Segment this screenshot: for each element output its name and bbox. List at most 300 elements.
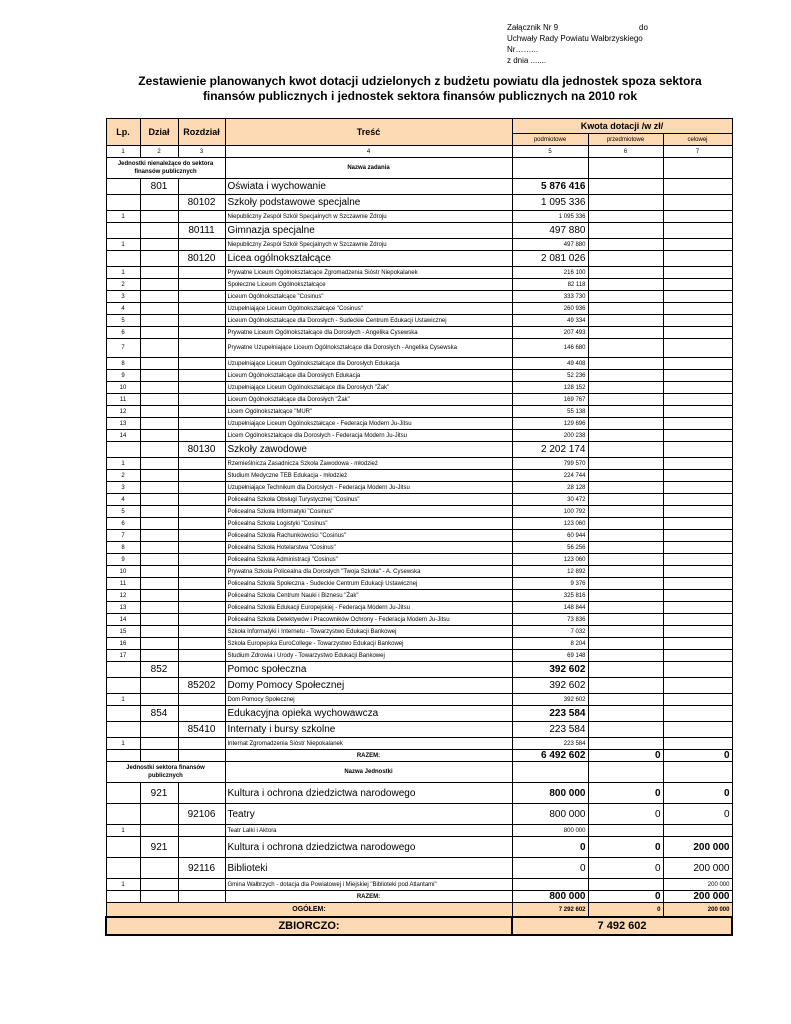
table-row [106,578,732,590]
sum-spacer [106,750,140,762]
row-celowej [663,578,732,590]
row-tresc: Oświata i wychowanie [225,179,512,195]
row-tresc: Liceum Ogólnokształcące "Cosinus" [225,291,512,303]
table-row [106,626,732,638]
row-rozdzial [178,706,225,722]
row-celowej [663,518,732,530]
row-dzial [140,303,178,315]
row-lp: 17 [106,650,140,662]
row-tresc: Studium Medyczne TEB Edukacja - młodzież [225,470,512,482]
row-rozdzial [178,394,225,406]
row-tresc: Internaty i bursy szkolne [225,722,512,738]
row-przedmiotowe [588,566,663,578]
row-rozdzial [178,694,225,706]
row-dzial: 921 [140,837,178,858]
row-celowej [663,442,732,458]
table-row [106,678,732,694]
row-dzial [140,315,178,327]
row-dzial [140,694,178,706]
row-dzial [140,626,178,638]
row-przedmiotowe [588,458,663,470]
row-podmiotowe: 146 680 [512,339,588,358]
row-podmiotowe: 82 118 [512,279,588,291]
sum-label: RAZEM: [225,750,512,762]
row-tresc: Szkoły zawodowe [225,442,512,458]
sum-spacer [140,891,178,903]
row-celowej [663,279,732,291]
col-lp: Lp. [106,119,140,146]
row-dzial [140,251,178,267]
row-lp: 12 [106,590,140,602]
sum-spacer [178,750,225,762]
table-row [106,694,732,706]
row-tresc: Kultura i ochrona dziedzictwa narodowego [225,783,512,804]
row-podmiotowe: 123 060 [512,518,588,530]
row-rozdzial [178,578,225,590]
row-celowej [663,494,732,506]
row-dzial [140,406,178,418]
row-przedmiotowe [588,267,663,279]
row-celowej [663,626,732,638]
row-lp: 10 [106,382,140,394]
row-dzial [140,542,178,554]
row-lp: 6 [106,327,140,339]
row-rozdzial [178,506,225,518]
row-dzial [140,470,178,482]
row-przedmiotowe [588,518,663,530]
row-rozdzial [178,738,225,750]
table-row [106,370,732,382]
annex-do: do [639,23,648,32]
row-celowej [663,239,732,251]
row-celowej [663,315,732,327]
ogolem-podmiotowe: 7 292 602 [512,903,588,918]
row-rozdzial [178,783,225,804]
row-lp: 10 [106,566,140,578]
ogolem-celowej: 200 000 [663,903,732,918]
table-header-row [106,119,732,134]
row-dzial [140,195,178,211]
row-rozdzial [178,279,225,291]
row-podmiotowe: 1 095 336 [512,211,588,223]
row-rozdzial [178,239,225,251]
row-tresc: Szkoła Informatyki i Internetu - Towarzystwo Edukacji Bankowej [225,626,512,638]
row-podmiotowe: 52 236 [512,370,588,382]
row-dzial [140,602,178,614]
row-podmiotowe: 100 792 [512,506,588,518]
row-dzial [140,223,178,239]
row-lp: 8 [106,358,140,370]
row-przedmiotowe [588,590,663,602]
row-lp: 1 [106,267,140,279]
section-spacer [588,762,663,783]
row-celowej [663,638,732,650]
row-lp [106,678,140,694]
row-celowej [663,650,732,662]
row-podmiotowe: 497 880 [512,223,588,239]
row-podmiotowe: 0 [512,837,588,858]
col-celowej: celowej [663,134,732,146]
table-row [106,638,732,650]
table-row [106,382,732,394]
row-lp: 9 [106,554,140,566]
row-przedmiotowe [588,251,663,267]
row-rozdzial [178,566,225,578]
table-row [106,590,732,602]
row-podmiotowe: 800 000 [512,804,588,825]
row-rozdzial [178,602,225,614]
row-dzial [140,804,178,825]
row-rozdzial [178,626,225,638]
row-podmiotowe: 392 602 [512,694,588,706]
row-tresc: Szkoła Europejska EuroCollege - Towarzystwo Edukacji Bankowej [225,638,512,650]
row-przedmiotowe [588,430,663,442]
row-tresc: Teatr Lalki i Aktora [225,825,512,837]
row-podmiotowe: 799 570 [512,458,588,470]
row-dzial [140,394,178,406]
row-podmiotowe: 56 256 [512,542,588,554]
row-tresc: Uzupełniające Liceum Ogólnokształcące "Cosinus" [225,303,512,315]
row-przedmiotowe [588,614,663,626]
table-row [106,804,732,825]
table-row [106,470,732,482]
row-lp: 6 [106,518,140,530]
row-podmiotowe: 325 816 [512,590,588,602]
sum-przedmiotowe: 0 [588,750,663,762]
row-celowej [663,566,732,578]
row-lp: 5 [106,315,140,327]
row-podmiotowe: 12 892 [512,566,588,578]
row-celowej [663,195,732,211]
row-tresc: Policealna Szkoła Informatyki "Cosinus" [225,506,512,518]
row-przedmiotowe [588,442,663,458]
table-row [106,554,732,566]
row-celowej [663,430,732,442]
table-row [106,722,732,738]
row-podmiotowe: 30 472 [512,494,588,506]
row-rozdzial [178,315,225,327]
row-rozdzial [178,879,225,891]
col-number: 7 [663,146,732,158]
row-rozdzial [178,211,225,223]
table-row [106,179,732,195]
zbiorczo-value: 7 492 602 [512,917,732,935]
row-rozdzial: 80111 [178,223,225,239]
row-lp: 7 [106,339,140,358]
row-przedmiotowe [588,239,663,251]
row-dzial [140,566,178,578]
row-dzial [140,554,178,566]
row-celowej: 200 000 [663,858,732,879]
row-dzial [140,327,178,339]
row-celowej [663,825,732,837]
row-lp: 14 [106,430,140,442]
row-celowej [663,418,732,430]
row-przedmiotowe [588,406,663,418]
row-dzial [140,339,178,358]
row-celowej [663,223,732,239]
table-row [106,303,732,315]
section-spacer [512,762,588,783]
row-przedmiotowe [588,339,663,358]
row-podmiotowe: 123 060 [512,554,588,566]
col-podmiotowe: podmiotowe [512,134,588,146]
row-celowej [663,291,732,303]
row-lp: 4 [106,303,140,315]
annex-number: Załącznik Nr 9 [507,23,559,32]
row-przedmiotowe [588,678,663,694]
table-row [106,279,732,291]
row-celowej [663,339,732,358]
section-nazwa: Nazwa zadania [225,158,512,179]
row-dzial [140,267,178,279]
row-przedmiotowe [588,358,663,370]
row-lp [106,783,140,804]
row-celowej [663,542,732,554]
document-header [507,22,648,66]
row-lp [106,179,140,195]
row-przedmiotowe [588,578,663,590]
row-przedmiotowe [588,382,663,394]
row-podmiotowe: 392 602 [512,662,588,678]
row-tresc: Prywatne Liceum Ogólnokształcące dla Dorosłych - Angelika Cysewska [225,327,512,339]
row-rozdzial: 80120 [178,251,225,267]
row-podmiotowe: 200 238 [512,430,588,442]
row-dzial [140,382,178,394]
row-rozdzial [178,267,225,279]
row-podmiotowe: 49 408 [512,358,588,370]
row-lp: 7 [106,530,140,542]
row-lp: 13 [106,418,140,430]
row-przedmiotowe [588,694,663,706]
row-rozdzial [178,518,225,530]
row-tresc: Pomoc społeczna [225,662,512,678]
table-row [106,458,732,470]
row-przedmiotowe [588,825,663,837]
row-celowej [663,394,732,406]
row-dzial [140,858,178,879]
row-rozdzial [178,179,225,195]
col-number: 1 [106,146,140,158]
row-lp: 1 [106,879,140,891]
row-celowej [663,738,732,750]
row-tresc: Biblioteki [225,858,512,879]
row-podmiotowe: 5 876 416 [512,179,588,195]
row-lp [106,837,140,858]
row-celowej [663,251,732,267]
row-tresc: Policealna Szkoła Hotelarstwa "Cosinus" [225,542,512,554]
table-row [106,783,732,804]
row-celowej [663,530,732,542]
row-dzial [140,239,178,251]
row-lp [106,706,140,722]
row-dzial [140,458,178,470]
table-row [106,650,732,662]
zbiorczo-row [106,917,732,935]
row-rozdzial [178,339,225,358]
row-dzial [140,518,178,530]
row-celowej [663,327,732,339]
table-row [106,315,732,327]
title-line-1: Zestawienie planowanych kwot dotacji udzielonych z budżetu powiatu dla jednostek spoza sektora [138,74,702,88]
row-lp: 3 [106,482,140,494]
table-row [106,291,732,303]
row-dzial [140,506,178,518]
row-celowej [663,211,732,223]
row-podmiotowe: 148 844 [512,602,588,614]
table-row [106,825,732,837]
row-tresc: Uzupełniające Liceum Ogólnokształcące dla Dorosłych "Żak" [225,382,512,394]
row-dzial [140,482,178,494]
row-przedmiotowe [588,291,663,303]
sum-celowej: 0 [663,750,732,762]
title-line-2: finansów publicznych i jednostek sektora finansów publicznych na 2010 rok [202,89,638,103]
table-row [106,706,732,722]
table-row [106,195,732,211]
row-lp [106,804,140,825]
row-dzial: 854 [140,706,178,722]
row-tresc: Liceum Ogólnokształcące dla Dorosłych "Żak" [225,394,512,406]
row-przedmiotowe [588,554,663,566]
row-tresc: Policealna Szkoła Edukacji Europejskiej - Federacja Modern Ju-Jitsu [225,602,512,614]
row-celowej: 200 000 [663,837,732,858]
row-lp: 13 [106,602,140,614]
row-podmiotowe: 1 095 336 [512,195,588,211]
row-rozdzial [178,418,225,430]
row-lp [106,858,140,879]
row-tresc: Internat Zgromadzenia Sióstr Niepokalanek [225,738,512,750]
row-tresc: Prywatne Uzupełniające Liceum Ogólnokształcące dla Dorosłych - Angelika Cysewska [225,339,512,358]
row-podmiotowe: 260 936 [512,303,588,315]
row-podmiotowe: 800 000 [512,783,588,804]
row-podmiotowe [512,879,588,891]
col-przedmiotowe: przedmiotowe [588,134,663,146]
column-numbers-row [106,146,732,158]
section-spacer [663,762,732,783]
razem-row [106,891,732,903]
row-lp: 1 [106,458,140,470]
table-row [106,614,732,626]
sum-podmiotowe: 800 000 [512,891,588,903]
row-podmiotowe: 169 767 [512,394,588,406]
resolution-body: Uchwały Rady Powiatu Wałbrzyskiego [507,34,643,43]
row-tresc: Uzupełniające Liceum Ogólnokształcące dla Dorosłych Edukacja [225,358,512,370]
row-lp: 4 [106,494,140,506]
row-rozdzial [178,494,225,506]
row-przedmiotowe: 0 [588,783,663,804]
row-celowej [663,662,732,678]
row-rozdzial: 80102 [178,195,225,211]
row-rozdzial [178,650,225,662]
table-row [106,442,732,458]
row-podmiotowe: 7 032 [512,626,588,638]
row-przedmiotowe [588,279,663,291]
table-row [106,738,732,750]
row-celowej: 0 [663,783,732,804]
row-dzial [140,738,178,750]
row-podmiotowe: 73 836 [512,614,588,626]
col-number: 3 [178,146,225,158]
row-przedmiotowe [588,211,663,223]
row-tresc: Licem Ogólnokształcące dla Dorosłych - Federacja Modern Ju-Jitsu [225,430,512,442]
row-celowej [663,358,732,370]
row-rozdzial: 85202 [178,678,225,694]
row-przedmiotowe [588,879,663,891]
row-rozdzial: 85410 [178,722,225,738]
row-tresc: Rzemieślnicza Zasadnicza Szkoła Zawodowa - młodzież [225,458,512,470]
row-celowej [663,482,732,494]
row-podmiotowe: 2 081 026 [512,251,588,267]
row-podmiotowe: 223 584 [512,738,588,750]
row-rozdzial: 92106 [178,804,225,825]
row-dzial [140,590,178,602]
row-tresc: Licea ogólnokształcące [225,251,512,267]
row-celowej [663,694,732,706]
row-rozdzial [178,370,225,382]
row-lp: 8 [106,542,140,554]
row-dzial [140,358,178,370]
row-podmiotowe: 8 204 [512,638,588,650]
row-dzial [140,638,178,650]
table-row [106,518,732,530]
row-podmiotowe: 223 584 [512,706,588,722]
row-rozdzial [178,482,225,494]
table-row [106,239,732,251]
resolution-number: Nr……... [507,45,539,54]
row-celowej [663,722,732,738]
table-row [106,837,732,858]
row-przedmiotowe [588,506,663,518]
row-dzial [140,530,178,542]
row-przedmiotowe [588,303,663,315]
row-tresc: Społeczne Liceum Ogólnokształcące [225,279,512,291]
col-number: 2 [140,146,178,158]
ogolem-label: OGÓŁEM: [106,903,512,918]
row-tresc: Teatry [225,804,512,825]
ogolem-przedmiotowe: 0 [588,903,663,918]
row-dzial [140,370,178,382]
table-row [106,662,732,678]
row-celowej [663,370,732,382]
row-lp: 16 [106,638,140,650]
row-lp [106,442,140,458]
row-dzial [140,494,178,506]
row-lp: 14 [106,614,140,626]
row-podmiotowe: 800 000 [512,825,588,837]
row-rozdzial [178,382,225,394]
row-przedmiotowe [588,738,663,750]
row-przedmiotowe [588,542,663,554]
row-tresc: Policealna Szkoła Rachunkowości "Cosinus" [225,530,512,542]
row-tresc: Policealna Szkoła Społeczna - Sudeckie Centrum Edukacji Ustawicznej [225,578,512,590]
row-tresc: Prywatne Liceum Ogólnokształcące Zgromadzenia Sióstr Niepokalanek [225,267,512,279]
col-number: 6 [588,146,663,158]
row-lp: 2 [106,279,140,291]
row-podmiotowe: 60 944 [512,530,588,542]
row-tresc: Szkoły podstawowe specjalne [225,195,512,211]
section-label: Jednostki sektora finansów publicznych [106,762,225,783]
row-przedmiotowe: 0 [588,804,663,825]
row-rozdzial [178,358,225,370]
row-tresc: Licem Ogólnokształcące "MUR" [225,406,512,418]
table-row [106,327,732,339]
section-label: Jednostki nienależące do sektora finansów publicznych [106,158,225,179]
row-celowej [663,590,732,602]
sum-podmiotowe: 6 492 602 [512,750,588,762]
resolution-date: z dnia ....... [507,56,547,65]
row-dzial [140,578,178,590]
row-celowej [663,470,732,482]
